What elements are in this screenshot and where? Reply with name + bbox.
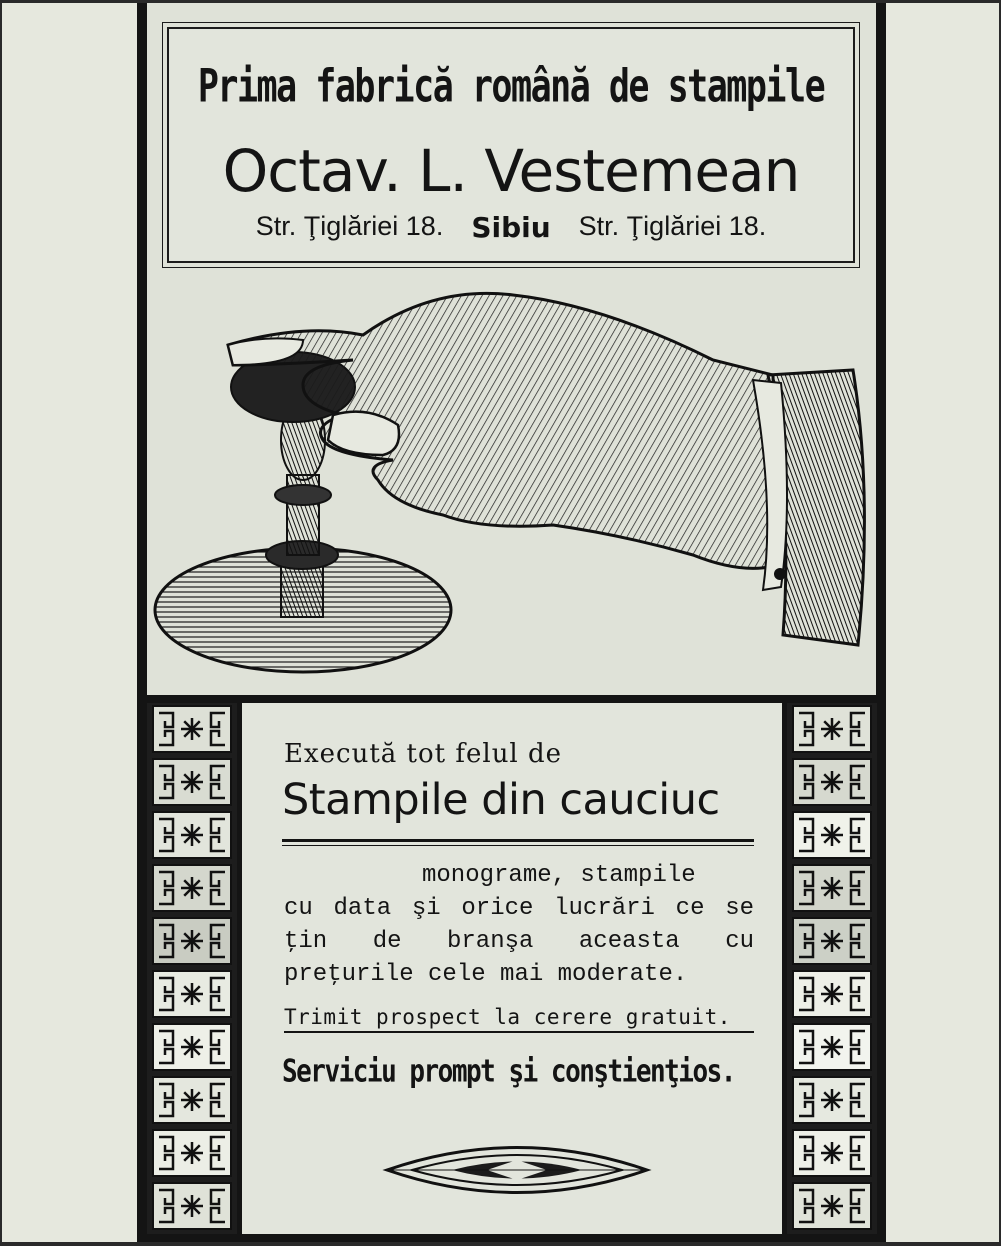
ornament-tile <box>153 971 231 1017</box>
ornament-tile <box>153 1130 231 1176</box>
service-slogan: Serviciu prompt şi conştienţios. <box>282 1054 735 1090</box>
offer-body <box>284 859 754 991</box>
ornament-tile <box>793 918 871 964</box>
ornament-tile <box>793 1024 871 1070</box>
scan-edge-bottom <box>0 1242 1001 1246</box>
city: Sibiu <box>471 211 551 244</box>
section-divider <box>147 695 876 703</box>
ornament-column-left <box>147 703 242 1234</box>
hand-with-stamp-illustration <box>153 265 870 701</box>
ornament-tile <box>793 1130 871 1176</box>
double-rule-bottom <box>282 845 754 846</box>
ornament-tile <box>153 1183 231 1229</box>
prospect-note: Trimit prospect la cerere gratuit. <box>284 1005 754 1033</box>
ornament-tile <box>793 706 871 752</box>
offer-headline: Stampile din cauciuc <box>282 775 720 825</box>
offer-panel <box>242 703 782 1234</box>
offer-body-first-line: monograme, stampile <box>422 862 696 889</box>
ornament-tile <box>793 1183 871 1229</box>
ornament-tile <box>793 865 871 911</box>
ornament-tile <box>793 812 871 858</box>
ornament-tile <box>153 759 231 805</box>
ornament-tile <box>793 971 871 1017</box>
double-rule-top <box>282 839 754 842</box>
ornament-tile <box>153 1024 231 1070</box>
company-name: Octav. L. Vestemean <box>222 137 800 205</box>
address-left: Str. Ţiglăriei 18. <box>255 211 444 241</box>
ornament-tile <box>153 812 231 858</box>
ornament-tile <box>153 865 231 911</box>
ornamental-flourish <box>382 1135 652 1205</box>
ornament-tile <box>153 918 231 964</box>
tagline: Prima fabrică română de stampile <box>197 61 825 113</box>
offer-body-text: cu data şi orice lucrări ce se ţin de branşa aceasta cu preţurile cele mai moderate. <box>284 895 754 988</box>
advertisement-frame <box>137 3 886 1242</box>
ornament-tile <box>793 1077 871 1123</box>
ornament-tile <box>153 706 231 752</box>
scan-edge-left <box>0 0 2 1246</box>
address-right: Str. Ţiglăriei 18. <box>578 211 767 241</box>
offer-intro: Execută tot felul de <box>284 739 563 769</box>
ornament-tile <box>153 1077 231 1123</box>
address-line <box>169 211 853 244</box>
header-box <box>167 27 855 263</box>
ornament-column-right <box>782 703 877 1234</box>
ornament-tile <box>793 759 871 805</box>
